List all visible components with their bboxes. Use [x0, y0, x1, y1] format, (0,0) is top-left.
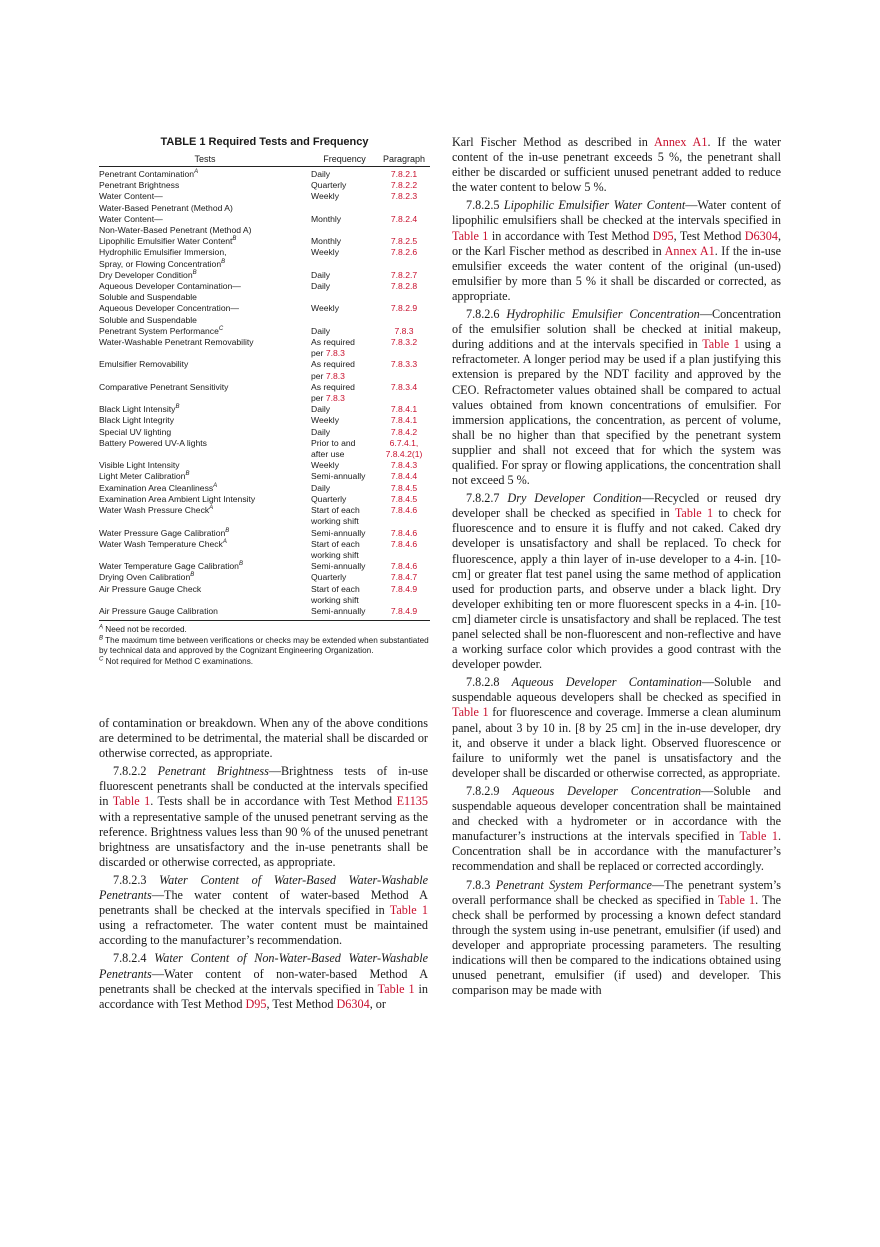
cell-test [99, 180, 311, 191]
test-name: Dry Developer Condition [99, 269, 193, 280]
table-row [99, 247, 430, 269]
link-d95[interactable]: D95 [652, 228, 674, 243]
text: using a refractometer. The water content must be maintained according to the manufacturer’s recommendation. [99, 918, 428, 948]
footnote-text: Not required for Method C examinations. [105, 656, 254, 666]
header-paragraph: Paragraph [382, 154, 426, 164]
text: . The check shall be performed by processing a known defect standard through the system using in-use penetrant, emulsifier (if used) and developer and appropriate processing parameters. The resulting indications will then be compared to the indications obtained using unused penetrant, emulsifier (if used) and developer. This comparison may be made with [452, 892, 781, 998]
cell-paragraph-link[interactable]: 7.8.4.6 [390, 527, 418, 538]
footnote [99, 636, 430, 657]
cell-test [99, 281, 311, 303]
test-name: Special UV lighting [99, 426, 172, 437]
text: —Water content of lipophilic emulsifiers shall be checked at the intervals specified in [452, 198, 781, 228]
cell-paragraph-link[interactable]: 7.8.3.2 [390, 337, 418, 348]
test-name: Light Meter Calibration [99, 471, 186, 482]
text: —Soluble and suspendable aqueous developer concentration shall be maintained and checked with a hydrometer or in accordance with the manufacturer’s instructions at the intervals specified in [452, 783, 781, 844]
text: —The penetrant system’s overall performance shall be checked as specified in [452, 877, 781, 907]
cell-paragraph-link[interactable]: 7.8.2.6 [390, 247, 418, 258]
table-row [99, 471, 430, 482]
table-row [99, 528, 430, 539]
section-number: 7.8.2.9 [466, 783, 500, 798]
cell-test [99, 561, 311, 572]
table-row [99, 483, 430, 494]
link-paragraph[interactable]: 7.8.3 [325, 393, 345, 404]
footnote-mark: B [232, 236, 237, 243]
section-number: 7.8.2.6 [466, 307, 500, 322]
footnote-mark: A [99, 624, 104, 631]
text: —Soluble and suspendable aqueous developers shall be checked as specified in [452, 675, 782, 705]
text: Karl Fischer Method as described in [452, 135, 654, 149]
text: —Recycled or reused dry developer shall be checked as specified in [452, 491, 782, 521]
section-title: Dry Developer Condition [507, 491, 642, 506]
cell-frequency: Monthly [311, 236, 342, 247]
link-table-1[interactable]: Table 1 [389, 903, 428, 918]
footnote [99, 657, 430, 668]
table-row [99, 326, 430, 337]
footnote-mark: B [99, 634, 104, 641]
test-name: Water-Washable Penetrant Removability [99, 337, 254, 348]
test-name: Penetrant Contamination [99, 169, 195, 179]
table-header [99, 154, 430, 167]
test-name: Air Pressure Gauge Calibration [99, 605, 218, 616]
link-table-1[interactable]: Table 1 [718, 892, 756, 907]
test-name: Drying Oven Calibration [99, 572, 191, 583]
table-row [99, 382, 430, 404]
cell-paragraph-link[interactable]: 7.8.4.2 [390, 426, 418, 437]
cell-frequency: Semi-annually [311, 605, 366, 616]
table-rule [99, 620, 430, 621]
cell-paragraph-link[interactable]: 7.8.4.9 [390, 583, 418, 594]
section-number: 7.8.2.2 [113, 764, 147, 779]
text: , or [369, 996, 386, 1011]
cell-paragraph-link[interactable]: 7.8.4.5 [390, 482, 418, 493]
cell-test [99, 539, 311, 561]
section-number: 7.8.2.8 [466, 675, 500, 690]
table-row [99, 561, 430, 572]
test-name: Air Pressure Gauge Check [99, 583, 202, 594]
cell-frequency: As required per 7.8.3 [311, 359, 355, 381]
test-name: Hydrophilic Emulsifier Immersion, Spray, or Flowing Concentration [99, 247, 227, 269]
table-row [99, 460, 430, 471]
cell-paragraph-link[interactable]: 7.8.2.3 [390, 191, 418, 202]
cell-test [99, 214, 311, 236]
cell-paragraph-link[interactable]: 7.8.4.6 [390, 538, 418, 549]
cell-frequency: Prior to and after use [311, 437, 356, 460]
table-row [99, 337, 430, 359]
test-name: Water Content— Water-Based Penetrant (Method A) [99, 191, 233, 213]
text: —Brightness tests of in-use fluorescent penetrants shall be conducted at the intervals specified in [99, 764, 428, 809]
text: . Tests shall be in accordance with Test Method [150, 794, 397, 809]
footnote-mark: A [213, 482, 218, 489]
test-name: Water Temperature Gage Calibration [99, 561, 239, 572]
section-title: Aqueous Developer Contamination [511, 675, 702, 690]
section-title: Lipophilic Emulsifier Water Content [503, 198, 686, 213]
footnote-mark: B [238, 561, 243, 568]
cell-test [99, 404, 311, 415]
test-name: Visible Light Intensity [99, 460, 180, 471]
cell-test [99, 584, 311, 606]
cell-test [99, 606, 311, 617]
cell-test [99, 191, 311, 213]
text: using a refractometer. A longer period may be used if a plan justifying this extension is prepared by the NDT facility and approved by the CEO. Refractometer values obtained shall be compared to actual values obtained from known concentrations of emulsifier. For immersion applications, the concentration, as percent of volume, shall be no higher than that specified by the penetrant system supplier and shall not exceed that for which the system was qualified. For spray or flowing applications, the concentration shall not exceed 5 %. [452, 337, 781, 488]
cell-frequency: As required per 7.8.3 [311, 337, 355, 359]
cell-frequency: Semi-annually [311, 527, 366, 538]
cell-frequency: Daily [311, 426, 331, 437]
cell-paragraph-link[interactable]: 7.8.4.7 [390, 572, 418, 583]
link-paragraph[interactable]: 7.8.3 [325, 348, 345, 359]
cell-test [99, 359, 311, 381]
table-title: TABLE 1 Required Tests and Frequency [160, 136, 369, 148]
cell-test [99, 505, 311, 527]
footnote-mark: B [175, 404, 180, 411]
test-name: Black Light Integrity [99, 415, 174, 426]
table-row [99, 438, 430, 460]
cell-test [99, 169, 311, 180]
cell-test [99, 247, 311, 269]
text: , Test Method [673, 228, 745, 243]
link-d6304[interactable]: D6304 [744, 228, 778, 243]
text: —Concentration of the emulsifier solution shall be checked at initial makeup, during additions and at the intervals specified in [452, 307, 781, 352]
cell-paragraph-link[interactable]: 6.7.4.1, 7.8.4.2(1) [385, 437, 423, 460]
cell-frequency: Semi-annually [311, 471, 366, 482]
test-name: Water Wash Temperature Check [99, 538, 223, 549]
section-number: 7.8.2.5 [466, 198, 500, 213]
table-row [99, 281, 430, 303]
cell-paragraph-link[interactable]: 7.8.2.4 [390, 213, 418, 224]
cell-paragraph-link[interactable]: 7.8.2.9 [390, 303, 418, 314]
test-name: Comparative Penetrant Sensitivity [99, 381, 229, 392]
footnote-mark: C [99, 656, 104, 663]
section-number: 7.8.2.4 [113, 951, 147, 966]
test-name: Aqueous Developer Concentration— Soluble and Suspendable [99, 303, 239, 325]
cell-test [99, 460, 311, 471]
table-row [99, 539, 430, 561]
cell-paragraph-link[interactable]: 7.8.4.5 [390, 493, 418, 504]
table-row [99, 572, 430, 583]
cell-paragraph-link[interactable]: 7.8.4.4 [390, 471, 418, 482]
footnote-mark: B [185, 471, 190, 478]
section-title: Aqueous Developer Concentration [512, 783, 702, 798]
cell-frequency: Start of each working shift [311, 505, 360, 527]
header-tests: Tests [194, 154, 216, 164]
cell-frequency: Quarterly [311, 180, 347, 191]
footnote-mark: C [218, 325, 224, 332]
section-number: 7.8.2.3 [113, 872, 147, 887]
cell-test [99, 471, 311, 482]
cell-paragraph-link[interactable]: 7.8.4.9 [390, 605, 418, 616]
footnote-mark: B [221, 258, 226, 265]
cell-frequency: Daily [311, 281, 331, 292]
cell-test [99, 236, 311, 247]
paragraph-7-8-2-3 [99, 873, 428, 948]
link-table-1[interactable]: Table 1 [452, 705, 489, 720]
cell-test [99, 427, 311, 438]
cell-frequency: Daily [311, 325, 331, 336]
footnote-mark: B [190, 572, 195, 579]
paragraph-continuation: of contamination or breakdown. When any of the above conditions are determined to be detrimental, the material shall be discarded or otherwise corrected, as appropriate. [99, 716, 428, 761]
cell-paragraph-link[interactable]: 7.8.3.4 [390, 381, 418, 392]
text: for fluorescence and coverage. Immerse a clean aluminum panel, about 3 by 10 in. [8 by 25 cm] in the in-use developer, dry it, and observe it under a black light. Observed fluorescence or failure to uniformly wet the panel is unsatisfactory and the developer shall be discarded or otherwise corrected, as appropriate. [452, 705, 781, 780]
footnote-mark: A [194, 169, 199, 176]
test-name: Lipophilic Emulsifier Water Content [99, 236, 233, 247]
left-column [99, 716, 428, 1015]
cell-test [99, 326, 311, 337]
paragraph-7-8-2-2 [99, 764, 428, 870]
cell-test [99, 438, 311, 460]
cell-test [99, 494, 311, 505]
cell-test [99, 303, 311, 325]
section-title: Penetrant Brightness [157, 764, 269, 779]
header-frequency: Frequency [323, 154, 366, 164]
cell-paragraph-link[interactable]: 7.8.2.1 [390, 169, 418, 179]
cell-paragraph-link[interactable]: 7.8.2.5 [390, 236, 418, 247]
table-row [99, 303, 430, 325]
cell-test [99, 337, 311, 359]
table-row [99, 427, 430, 438]
cell-frequency: Monthly [311, 213, 342, 224]
section-title: Water Content of Water-Based Water-Washable Penetrants [99, 872, 428, 903]
cell-frequency: Daily [311, 269, 331, 280]
cell-test [99, 572, 311, 583]
text: —Water content of non-water-based Method A penetrants shall be checked at the intervals specified in [99, 966, 428, 996]
link-table-1[interactable]: Table 1 [112, 794, 151, 809]
table-row [99, 606, 430, 617]
text: in accordance with Test Method [99, 981, 428, 1011]
section-title: Water Content of Non-Water-Based Water-Washable Penetrants [99, 951, 428, 981]
cell-paragraph-link[interactable]: 7.8.3 [394, 325, 414, 336]
text: , or the Karl Fischer method as described in [452, 228, 781, 258]
link-annex-a1[interactable]: Annex A1 [664, 243, 715, 258]
table-1 [99, 136, 430, 668]
paragraph-7-8-2-5 [452, 198, 781, 304]
text: in accordance with Test Method [488, 228, 653, 243]
text: with a representative sample of the unused penetrant serving as the reference. Brightness values less than 90 % of the unused penetrant brightness are unsatisfactory and the in-use penetrants shall be discarded or otherwise corrected, as appropriate. [99, 809, 428, 869]
table-row [99, 180, 430, 191]
text: —The water content of water-based Method A penetrants shall be checked at the intervals specified in [99, 888, 428, 918]
table-row [99, 191, 430, 213]
cell-frequency: As required per 7.8.3 [311, 381, 355, 404]
cell-test [99, 528, 311, 539]
link-paragraph[interactable]: 7.8.3 [325, 370, 345, 381]
table-row [99, 214, 430, 236]
test-name: Water Content— Non-Water-Based Penetrant (Method A) [99, 213, 252, 236]
link-table-1[interactable]: Table 1 [739, 829, 778, 844]
link-d95[interactable]: D95 [245, 996, 267, 1011]
cell-frequency: Quarterly [311, 572, 347, 583]
test-name: Battery Powered UV-A lights [99, 437, 207, 448]
link-annex-a1[interactable]: Annex A1 [653, 135, 708, 149]
test-name: Water Pressure Gage Calibration [99, 527, 226, 538]
text: . Concentration shall be in accordance with the manufacturer’s recommendation and shall be replaced or corrected accordingly. [452, 829, 781, 874]
paragraph-7-8-2-6 [452, 307, 781, 488]
cell-test [99, 483, 311, 494]
test-name: Penetrant Brightness [99, 180, 180, 191]
cell-frequency: Weekly [311, 191, 340, 202]
text: to check for fluorescence and to ensure it is fluffy and not caked. Caked dry developer is unsatisfactory and shall be replaced. To check for fluorescence, apply a thin layer of in-use developer to a 4-in. [10-cm] or greater flat test panel using the same method of application used for production parts, and observe under a black light. Dry developer exhibiting ten or more fluorescent specks in a 4-in. [10-cm] diameter circle is unsatisfactory and shall be replaced. The test panel selected shall be non-fluorescent and non-reflective and have a working surface color which provides a good contrast with the developer powder. [452, 506, 782, 672]
cell-frequency: Start of each working shift [311, 583, 360, 605]
test-name: Examination Area Ambient Light Intensity [99, 493, 256, 504]
table-footnotes [99, 625, 430, 667]
cell-frequency: Weekly [311, 303, 340, 314]
footnote [99, 625, 430, 636]
cell-paragraph-link[interactable]: 7.8.3.3 [390, 359, 418, 370]
cell-paragraph-link[interactable]: 7.8.2.7 [390, 269, 418, 280]
test-name: Black Light Intensity [99, 404, 176, 415]
table-row [99, 359, 430, 381]
cell-paragraph-link[interactable]: 7.8.4.1 [390, 404, 418, 415]
link-table-1[interactable]: Table 1 [452, 228, 489, 243]
cell-frequency: Quarterly [311, 493, 347, 504]
text: . If the water content of the in-use penetrant exceeds 5 %, the penetrant shall either be discarded or sufficient unused penetrant added to reduce the water content to below 5 %. [452, 135, 782, 195]
table-row [99, 505, 430, 527]
paragraph-7-8-2-9 [452, 784, 781, 875]
link-d6304[interactable]: D6304 [336, 996, 370, 1011]
right-column [452, 135, 781, 1001]
footnote-mark: A [222, 538, 227, 545]
footnote-text: Need not be recorded. [105, 625, 187, 635]
cell-frequency: Weekly [311, 247, 340, 258]
cell-paragraph-link[interactable]: 7.8.4.1 [390, 415, 418, 426]
cell-paragraph-link[interactable]: 7.8.4.6 [390, 561, 418, 572]
test-name: Aqueous Developer Contamination— Soluble and Suspendable [99, 281, 241, 303]
cell-test [99, 382, 311, 404]
paragraph-7-8-2-8 [452, 675, 781, 781]
link-table-1[interactable]: Table 1 [377, 981, 415, 996]
cell-paragraph-link[interactable]: 7.8.2.2 [390, 180, 418, 191]
test-name: Emulsifier Removability [99, 359, 189, 370]
link-table-1[interactable]: Table 1 [674, 506, 714, 521]
table-row [99, 415, 430, 426]
cell-frequency: Start of each working shift [311, 538, 360, 560]
footnote-mark: B [225, 527, 230, 534]
cell-frequency: Weekly [311, 460, 340, 471]
table-row [99, 236, 430, 247]
cell-frequency: Semi-annually [311, 561, 366, 572]
section-title: Hydrophilic Emulsifier Concentration [506, 307, 700, 322]
footnote-mark: B [192, 269, 197, 276]
text: . If the in-use emulsifier exceeds the water content of the original (un-used) emulsifier by more than 5 % it shall be discarded or corrected, as appropriate. [452, 243, 781, 303]
cell-frequency: Daily [311, 482, 331, 493]
footnote-text: The maximum time between verifications or checks may be extended when substantiated by technical data and approved by the Cognizant Engineering Organization. [99, 635, 429, 656]
cell-test [99, 270, 311, 281]
table-row [99, 494, 430, 505]
section-title: Penetrant System Performance [495, 877, 652, 892]
text: , Test Method [266, 996, 337, 1011]
cell-paragraph-link[interactable]: 7.8.2.8 [390, 281, 418, 292]
cell-frequency: Weekly [311, 415, 340, 426]
table-row [99, 270, 430, 281]
paragraph-continuation [452, 135, 781, 195]
cell-test [99, 415, 311, 426]
table-row [99, 404, 430, 415]
test-name: Examination Area Cleanliness [99, 482, 214, 493]
section-number: 7.8.2.7 [466, 491, 500, 506]
test-name: Penetrant System Performance [99, 325, 219, 336]
link-table-1[interactable]: Table 1 [702, 337, 740, 352]
cell-frequency: Daily [311, 169, 331, 179]
section-number: 7.8.3 [466, 877, 491, 892]
table-row [99, 584, 430, 606]
paragraph-7-8-2-7 [452, 491, 781, 672]
cell-paragraph-link[interactable]: 7.8.4.3 [390, 460, 418, 471]
paragraph-7-8-3 [452, 878, 781, 999]
link-e1135[interactable]: E1135 [396, 794, 428, 809]
table-body [99, 169, 430, 617]
test-name: Water Wash Pressure Check [99, 505, 210, 516]
footnote-mark: A [209, 505, 214, 512]
table-row [99, 169, 430, 180]
cell-paragraph-link[interactable]: 7.8.4.6 [390, 505, 418, 516]
cell-frequency: Daily [311, 404, 331, 415]
paragraph-7-8-2-4 [99, 951, 428, 1011]
